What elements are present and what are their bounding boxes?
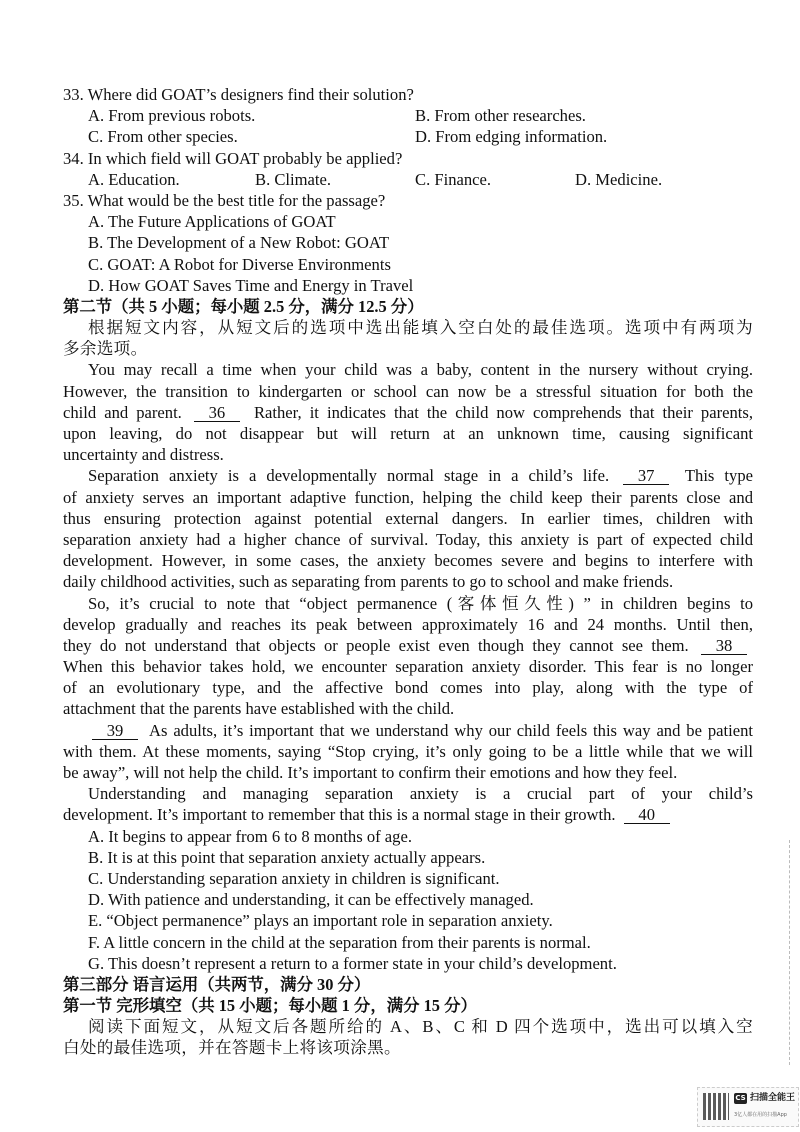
- text-line: [63, 826, 753, 847]
- text-line: [63, 1037, 753, 1058]
- text-line: [63, 296, 753, 317]
- scanner-watermark: [697, 1087, 799, 1127]
- text-segment: E. “Object permanence” plays an important role in separation anxiety.: [88, 911, 553, 931]
- text-segment: A. It begins to appear from 6 to 8 months of age.: [88, 826, 412, 846]
- text-line: [63, 381, 753, 402]
- text-segment: 35. What would be the best title for the passage?: [63, 190, 386, 210]
- qr-code-icon: [703, 1093, 729, 1120]
- text-line: [63, 465, 753, 486]
- text-segment: However, the transition to kindergarten or school can now be a stressful situation for both the: [63, 381, 753, 401]
- text-segment: 根据短文内容，从短文后的选项中选出能填入空白处的最佳选项。选项中有两项为: [88, 318, 753, 338]
- text-line: [63, 317, 753, 338]
- text-segment: development. However, in some cases, the anxiety becomes severe and begins to interfere with: [63, 551, 753, 571]
- text-line: [63, 1016, 753, 1037]
- text-segment: daily childhood activities, such as separating from parents to go to school and make friends.: [63, 572, 674, 592]
- exam-page: [63, 84, 753, 1059]
- text-segment: F. A little concern in the child at the separation from their parents is normal.: [88, 932, 591, 952]
- answer-option: C. From other species.: [88, 127, 238, 147]
- text-line: [63, 508, 753, 529]
- text-line: [63, 444, 753, 465]
- text-segment: Understanding and managing separation anxiety is a crucial part of your child’s: [88, 784, 753, 804]
- text-segment: 第二节（共 5 小题；每小题 2.5 分，满分 12.5 分）: [63, 296, 424, 316]
- text-segment: D. How GOAT Saves Time and Energy in Travel: [88, 275, 414, 295]
- text-line: [63, 84, 753, 105]
- text-line: [63, 932, 753, 953]
- text-segment: You may recall a time when your child was a baby, content in the nursery without crying.: [88, 360, 753, 380]
- text-line: [63, 741, 753, 762]
- text-line: [63, 232, 753, 253]
- text-line: [63, 635, 753, 656]
- answer-option: A. From previous robots.: [88, 106, 256, 126]
- text-segment: they do not understand that objects or people exist even though they cannot see them.: [63, 635, 689, 655]
- text-line: [63, 571, 753, 592]
- answer-option: B. Climate.: [255, 169, 332, 189]
- text-line: [63, 529, 753, 550]
- text-segment: be away”, will not help the child. It’s important to confirm their emotions and how they feel.: [63, 763, 678, 782]
- text-segment: Rather, it indicates that the child now comprehends that their parents,: [253, 402, 753, 422]
- text-segment: of an evolutionary type, and the affective bond comes into play, along with the type of: [63, 678, 753, 698]
- text-segment: 34. In which field will GOAT probably be applied?: [63, 148, 403, 168]
- text-line: [63, 889, 753, 910]
- text-segment: upon leaving, do not disappear but will return at an unknown time, causing significant: [63, 424, 753, 443]
- text-segment: with them. At these moments, saying “Stop crying, it’s only going to be a little while that we will: [63, 741, 753, 761]
- text-segment: B. The Development of a New Robot: GOAT: [88, 233, 390, 253]
- text-segment: A. The Future Applications of GOAT: [88, 212, 336, 232]
- text-line: [63, 677, 753, 698]
- text-segment: B. It is at this point that separation anxiety actually appears.: [88, 847, 486, 867]
- text-segment: As adults, it’s important that we understand why our child feels this way and be patient: [148, 720, 753, 740]
- text-line: [63, 762, 753, 783]
- answer-option: A. Education.: [88, 169, 180, 189]
- text-segment: attachment that the parents have established with the child.: [63, 699, 455, 719]
- blank-37: 37: [623, 467, 669, 485]
- text-line: [63, 423, 753, 444]
- text-line: [63, 614, 753, 635]
- text-line: [63, 211, 753, 232]
- page-edge-line: [789, 840, 790, 1065]
- text-segment: 33. Where did GOAT’s designers find their solution?: [63, 85, 414, 104]
- text-line: [63, 190, 753, 211]
- text-segment: C. Understanding separation anxiety in children is significant.: [88, 868, 500, 888]
- text-segment: uncertainty and distress.: [63, 445, 224, 465]
- blank-40: 40: [624, 806, 670, 824]
- text-line: [63, 995, 753, 1016]
- text-segment: child and parent.: [63, 402, 182, 422]
- text-line: [63, 487, 753, 508]
- text-line: [63, 868, 753, 889]
- text-segment: Separation anxiety is a developmentally normal stage in a child’s life.: [88, 466, 610, 486]
- text-line: [63, 720, 753, 741]
- text-line: [63, 254, 753, 275]
- text-line: [63, 593, 753, 614]
- text-line: [63, 953, 753, 974]
- text-line: [63, 105, 753, 126]
- text-segment: 多余选项。: [63, 339, 148, 359]
- text-line: [63, 338, 753, 359]
- text-segment: C. GOAT: A Robot for Diverse Environments: [88, 254, 391, 274]
- text-segment: When this behavior takes hold, we encounter separation anxiety disorder. This fear is no longer: [63, 657, 753, 677]
- text-line: [63, 550, 753, 571]
- answer-option: D. Medicine.: [575, 169, 663, 189]
- text-segment: develop gradually and reaches its peak between approximately 16 and 24 months. Until then,: [63, 614, 753, 634]
- text-line: [63, 974, 753, 995]
- answer-option: C. Finance.: [415, 169, 492, 189]
- text-line: [63, 910, 753, 931]
- text-line: [63, 402, 753, 423]
- text-segment: thus ensuring protection against potential external dangers. In earlier times, children with: [63, 508, 753, 528]
- text-segment: development. It’s important to remember that this is a normal stage in their growth.: [63, 805, 616, 825]
- text-line: [63, 783, 753, 804]
- watermark-tagline: 3亿人都在用的扫描App: [734, 1112, 787, 1118]
- text-line: [63, 656, 753, 677]
- text-line: [63, 169, 753, 190]
- text-segment: 第一节 完形填空（共 15 小题；每小题 1 分，满分 15 分）: [63, 996, 477, 1016]
- text-line: [63, 148, 753, 169]
- answer-option: D. From edging information.: [415, 127, 608, 147]
- text-segment: separation anxiety had a higher chance of survival. Today, this anxiety is part of expected child: [63, 529, 753, 549]
- text-segment: of anxiety serves an important adaptive function, helping the child keep their parents close and: [63, 487, 753, 507]
- text-line: [63, 847, 753, 868]
- text-segment: 白处的最佳选项，并在答题卡上将该项涂黑。: [63, 1038, 401, 1058]
- cs-logo-icon: CS: [735, 1094, 746, 1102]
- text-segment: So, it’s crucial to note that “object permanence (客体恒久性) ” in children begins to: [88, 593, 753, 613]
- text-segment: G. This doesn’t represent a return to a former state in your child’s development.: [88, 953, 617, 973]
- text-line: [63, 359, 753, 380]
- text-segment: D. With patience and understanding, it can be effectively managed.: [88, 890, 534, 910]
- text-segment: 阅读下面短文，从短文后各题所给的 A、B、C 和 D 四个选项中，选出可以填入空: [88, 1017, 753, 1037]
- text-segment: This type: [684, 466, 753, 486]
- text-line: [63, 698, 753, 719]
- answer-option: B. From other researches.: [415, 106, 586, 126]
- text-segment: 第三部分 语言运用（共两节，满分 30 分）: [63, 974, 371, 994]
- blank-39: 39: [92, 722, 138, 740]
- blank-38: 38: [701, 637, 747, 655]
- watermark-brand: 扫描全能王: [750, 1093, 796, 1103]
- text-line: [63, 275, 753, 296]
- text-line: [63, 126, 753, 147]
- blank-36: 36: [194, 404, 240, 422]
- text-line: [63, 804, 753, 825]
